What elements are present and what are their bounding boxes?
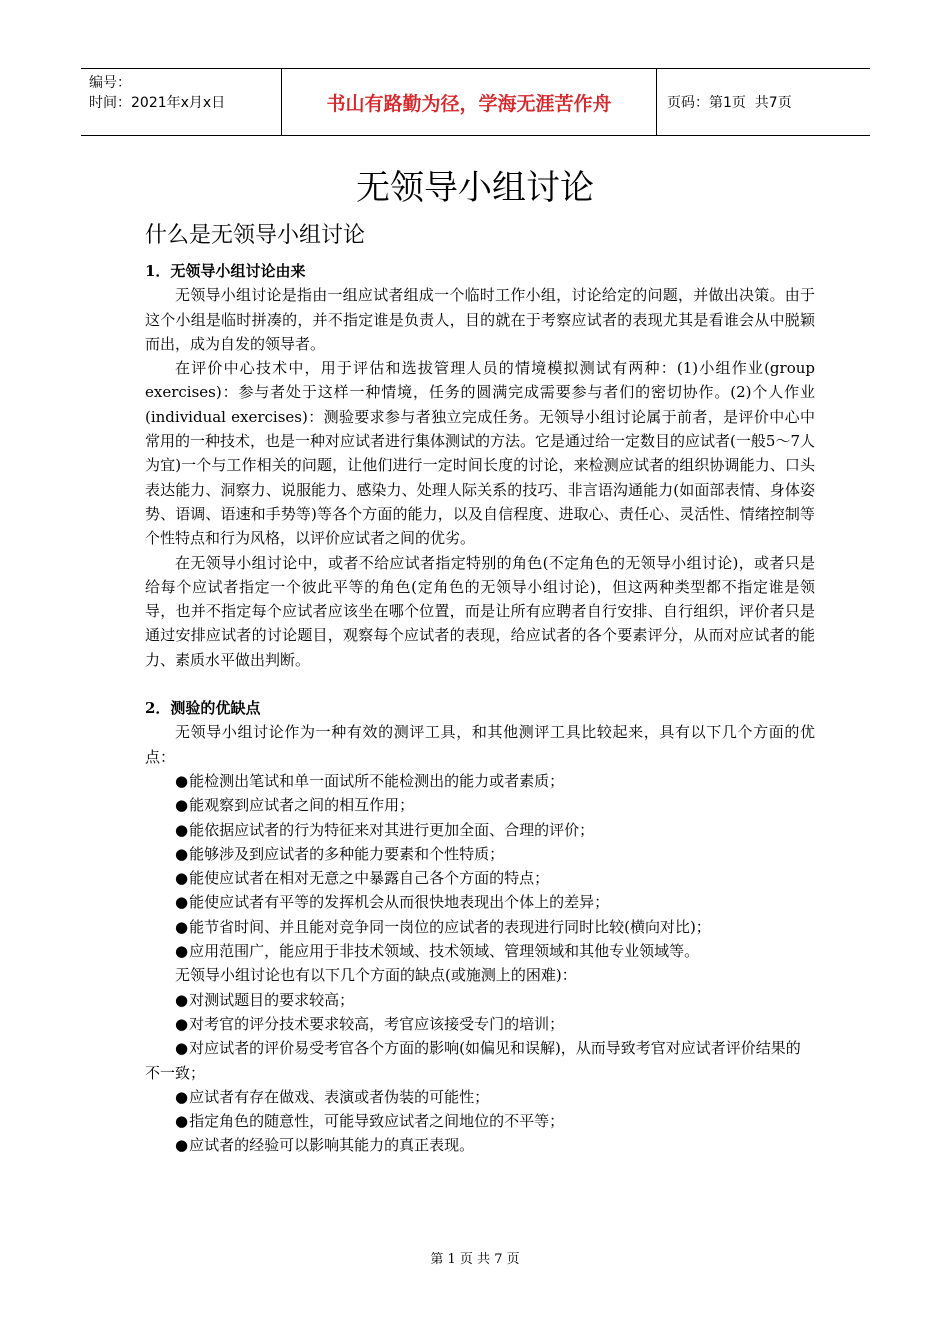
page-header <box>81 68 870 136</box>
list-item: ●对测试题目的要求较高； <box>175 990 355 1009</box>
bullet-icon: ● <box>175 844 189 863</box>
bullet-icon: ● <box>175 1039 189 1058</box>
list-item: ●能够涉及到应试者的多种能力要素和个性特质； <box>175 844 505 863</box>
bullet-icon: ● <box>175 942 189 961</box>
bullet-icon: ● <box>175 990 189 1009</box>
section-2-heading: 2．测验的优缺点 <box>145 699 261 718</box>
list-item: ●应试者的经验可以影响其能力的真正表现。 <box>175 1136 475 1155</box>
disadvantages-list <box>145 988 815 1158</box>
section-1-paragraph: 在评价中心技术中，用于评估和选拔管理人员的情境模拟测试有两种：(1)小组作业(group exercises)：参与者处于这样一种情境，任务的圆满完成需要参与者们的密切协作。(2)个人作业(individual exercises)：测验要求参与者独立完成任务。无领导小组讨论属于前者，是评价中心中常用的一种技术，也是一种对应试者进行集体测试的方法。它是通过给一定数目的应试者(一般5～7人为宜)一个与工作相关的问题，让他们进行一定时间长度的讨论，来检测应试者的组织协调能力、口头表达能力、洞察力、说服能力、感染力、处理人际关系的技巧、非言语沟通能力(如面部表情、身体姿势、语调、语速和手势等)等各个方面的能力，以及自信程度、进取心、责任心、灵活性、情绪控制等个性特点和行为风格，以评价应试者之间的优劣。 <box>145 359 815 548</box>
bullet-icon: ● <box>175 869 189 888</box>
list-item: ●对应试者的评价易受考官各个方面的影响(如偏见和误解)，从而导致考官对应试者评价结果的不一致； <box>145 1039 801 1082</box>
header-meta <box>81 69 281 135</box>
bullet-icon: ● <box>175 917 189 936</box>
document-number-label: 编号： <box>89 75 131 91</box>
list-item: ●能使应试者有平等的发挥机会从而很快地表现出个体上的差异； <box>175 893 610 912</box>
bullet-icon: ● <box>175 1014 189 1033</box>
document-title: 无领导小组讨论 <box>356 168 594 208</box>
section-1-paragraph: 无领导小组讨论是指由一组应试者组成一个临时工作小组，讨论给定的问题，并做出决策。由于这个小组是临时拼凑的，并不指定谁是负责人，目的就在于考察应试者的表现尤其是看谁会从中脱颖而出，成为自发的领导者。 <box>145 286 815 353</box>
list-item: ●指定角色的随意性，可能导致应试者之间地位的不平等； <box>175 1112 565 1131</box>
list-item: ●能使应试者在相对无意之中暴露自己各个方面的特点； <box>175 869 550 888</box>
list-item: ●能节省时间、并且能对竞争同一岗位的应试者的表现进行同时比较(横向对比)； <box>175 917 711 936</box>
bullet-icon: ● <box>175 1112 189 1131</box>
advantages-intro: 无领导小组讨论作为一种有效的测评工具，和其他测评工具比较起来，具有以下几个方面的优点： <box>145 723 815 766</box>
bullet-icon: ● <box>175 893 189 912</box>
page-footer: 第 1 页 共 7 页 <box>430 1252 520 1267</box>
bullet-icon: ● <box>175 796 189 815</box>
list-item: ●应用范围广，能应用于非技术领域、技术领域、管理领域和其他专业领域等。 <box>175 942 700 961</box>
header-motto: 书山有路勤为径，学海无涯苦作舟 <box>281 69 657 135</box>
bullet-icon: ● <box>175 1136 189 1155</box>
section-1-heading: 1．无领导小组讨论由来 <box>145 262 306 280</box>
bullet-icon: ● <box>175 820 189 839</box>
list-item: ●对考官的评分技术要求较高，考官应该接受专门的培训； <box>175 1014 565 1033</box>
header-page-code <box>657 69 870 135</box>
list-item: ●能检测出笔试和单一面试所不能检测出的能力或者素质； <box>175 771 565 790</box>
document-subtitle: 什么是无领导小组讨论 <box>145 223 366 248</box>
list-item: ●能依据应试者的行为特征来对其进行更加全面、合理的评价； <box>175 820 595 839</box>
bullet-icon: ● <box>175 1087 189 1106</box>
list-item: ●能观察到应试者之间的相互作用； <box>175 796 415 815</box>
advantages-list <box>145 769 815 963</box>
page-code-text: 页码：第1页 共7页 <box>667 95 792 111</box>
document-date: 时间：2021年x月x日 <box>89 95 226 111</box>
list-item: ●应试者有存在做戏、表演或者伪装的可能性； <box>175 1087 490 1106</box>
document-body <box>145 259 815 1158</box>
disadvantages-intro: 无领导小组讨论也有以下几个方面的缺点(或施测上的困难)： <box>175 966 577 985</box>
bullet-icon: ● <box>175 771 189 790</box>
section-1-paragraph: 在无领导小组讨论中，或者不给应试者指定特别的角色(不定角色的无领导小组讨论)，或者只是给每个应试者指定一个彼此平等的角色(定角色的无领导小组讨论)，但这两种类型都不指定谁是领导，也并不指定每个应试者应该坐在哪个位置，而是让所有应聘者自行安排、自行组织，评价者只是通过安排应试者的讨论题目，观察每个应试者的表现，给应试者的各个要素评分，从而对应试者的能力、素质水平做出判断。 <box>145 553 815 669</box>
section-gap <box>145 672 815 696</box>
